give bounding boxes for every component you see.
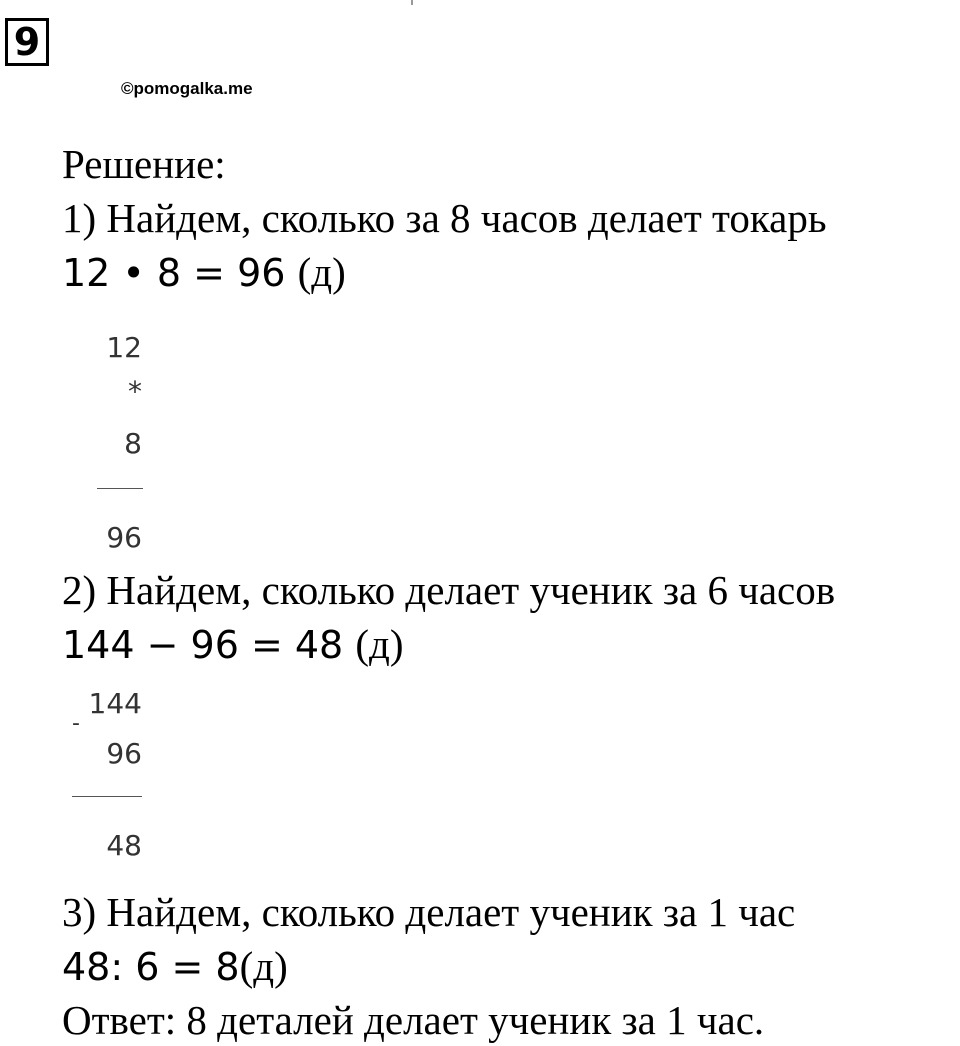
column-1-top: 12 bbox=[106, 331, 142, 364]
column-2-bottom: 96 bbox=[106, 737, 142, 770]
task-number-badge: 9 bbox=[5, 18, 49, 66]
answer-text: Ответ: 8 деталей делает ученик за 1 час. bbox=[62, 997, 765, 1043]
column-1-bottom: 8 bbox=[124, 427, 142, 460]
column-1-divider bbox=[97, 488, 143, 489]
column-2-divider bbox=[72, 796, 142, 797]
step-1-text: 1) Найдем, сколько за 8 часов делает токарь bbox=[62, 195, 827, 241]
step-3-equation: 48: 6 = 8 bbox=[62, 945, 240, 989]
watermark: ©pomogalka.me bbox=[121, 79, 253, 98]
step-3-expression bbox=[62, 942, 288, 991]
step-1-unit: (д) bbox=[297, 249, 346, 295]
scan-mark bbox=[411, 0, 413, 5]
column-1-operator: * bbox=[128, 375, 142, 408]
column-1-result: 96 bbox=[106, 521, 142, 554]
step-2-text: 2) Найдем, сколько делает ученик за 6 часов bbox=[62, 567, 836, 613]
column-2-operator: - bbox=[72, 711, 80, 736]
solution-heading: Решение: bbox=[62, 141, 226, 187]
column-2-top: 144 bbox=[88, 687, 142, 720]
step-2-equation: 144 − 96 = 48 bbox=[62, 623, 344, 667]
step-3-unit: (д) bbox=[239, 943, 288, 989]
step-1-expression bbox=[62, 248, 346, 297]
step-2-unit: (д) bbox=[355, 621, 404, 667]
step-3-text: 3) Найдем, сколько делает ученик за 1 час bbox=[62, 889, 796, 935]
step-2-expression bbox=[62, 620, 404, 669]
step-1-equation: 12 • 8 = 96 bbox=[62, 251, 286, 295]
column-2-result: 48 bbox=[106, 829, 142, 862]
